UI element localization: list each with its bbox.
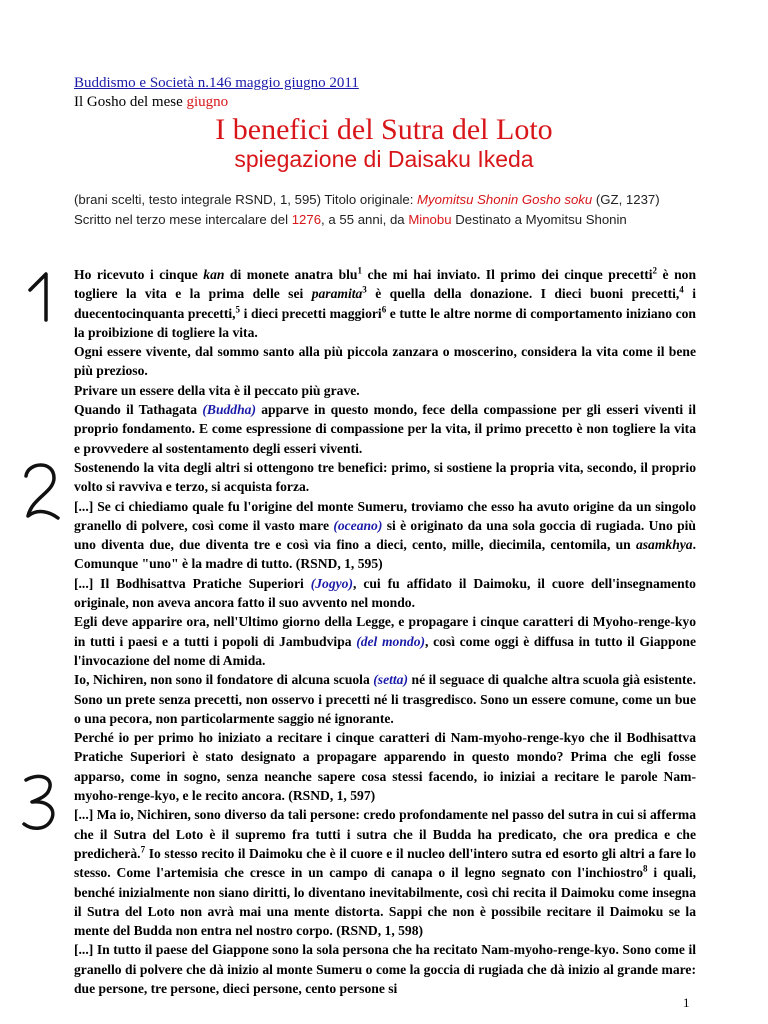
body-paragraph: Ogni essere vivente, dal sommo santo alla più piccola zanzara o moscerino, considera la vita come il bene più prezioso.	[74, 344, 696, 379]
body-paragraph	[74, 612, 696, 670]
text: asamkhya	[635, 537, 693, 553]
footnote-ref: 8	[643, 863, 648, 874]
text: Io, Nichiren, non sono il fondatore di alcuna scuola	[74, 672, 374, 688]
body-paragraph	[74, 574, 696, 613]
footnote-ref: 6	[381, 304, 387, 315]
body-paragraph	[74, 805, 696, 940]
text: i quali, benché inizialmente non siano diritti, lo diventano inevitabilmente, così chi recita il Daimoku come insegna il Sutra del Loto non avrà mai una mente distorta. Sappi che non è possibile recitare il Daimoku se la mente del Budda non entra nel nostro corpo. (RSND, 1, 598)	[74, 865, 696, 939]
body-paragraph	[74, 497, 696, 574]
gloss: (del mondo)	[356, 633, 426, 649]
handwritten-number-3	[18, 770, 64, 836]
handwritten-number-2	[18, 458, 64, 524]
text: , così come oggi è diffusa in tutto il Giappone l'invocazione del nome di Amida.	[74, 633, 697, 668]
intro-year: 1276	[291, 211, 322, 227]
source-link[interactable]: Buddismo e Società n.146 maggio giugno 2011	[74, 75, 359, 91]
page-number: 1	[683, 995, 690, 1010]
text: i duecentocinquanta precetti,	[74, 286, 696, 321]
text: apparve in questo mondo, fece della compassione per gli esseri viventi il proprio fondamento. E come espressione di compassione per la vita, il primo precetto è non togliere la vita e provvedere al sostentamento degli esseri viventi.	[74, 402, 696, 456]
text: . Comunque "uno" è la madre di tutto. (RSND, 1, 595)	[74, 537, 696, 572]
text: paramita	[311, 286, 363, 302]
text: è quella della donazione. I dieci buoni precetti,	[366, 286, 680, 302]
text: di monete anatra blu	[224, 267, 358, 282]
text: Io stesso recito il Daimoku che è il cuore e il nucleo dell'intero sutra ed esorto gli altri a fare lo stesso. Come l'artemisia che cresce in un campo di canapa o il legno segnato con l'inchiostro	[74, 845, 696, 881]
body-paragraph	[74, 670, 696, 728]
gosho-month-prefix: Il Gosho del mese	[74, 94, 187, 110]
footnote-ref: 1	[357, 265, 362, 276]
intro-text-1: (brani scelti, testo integrale RSND, 1, 595) Titolo originale:	[74, 192, 418, 207]
footnote-ref: 5	[235, 304, 241, 315]
text: Ho ricevuto i cinque	[74, 267, 204, 282]
footnote-ref: 2	[652, 265, 658, 276]
intro-text-4: Destinato a Myomitsu Shonin	[451, 211, 627, 227]
original-title: Myomitsu Shonin Gosho soku	[417, 192, 593, 207]
intro-place: Minobu	[408, 211, 452, 227]
gosho-body	[74, 265, 696, 998]
text: [...] Se ci chiediamo quale fu l'origine del monte Sumeru, troviamo che esso ha avuto origine da un singolo granello di polvere, così come il vasto mare	[74, 498, 696, 533]
body-paragraph: [...] In tutto il paese del Giappone sono la sola persona che ha recitato Nam-myoho-renge-kyo. Sono come il granello di polvere che dà inizio al monte Sumeru o come la goccia di rugiada che dà inizio al grande mare: due persone, tre persone, dieci persone, cento persone si	[74, 942, 696, 996]
text: che mi hai inviato. Il primo dei cinque precetti	[361, 267, 653, 282]
body-paragraph	[74, 265, 696, 342]
intro-text-3: , a 55 anni, da	[321, 211, 409, 227]
text: i dieci precetti maggiori	[240, 305, 382, 321]
gosho-month-line	[74, 94, 228, 111]
text: si è originato da una sola goccia di rugiada. Uno più uno diventa due, due diventa tre e così via fino a dieci, cento, mille, diecimila, centomila, un	[74, 517, 696, 553]
intro-text-2: (GZ, 1237) Scritto nel terzo mese intercalare del	[74, 192, 660, 227]
intro-paragraph	[74, 190, 696, 229]
text: Egli deve apparire ora, nell'Ultimo giorno della Legge, e propagare i cinque caratteri di Myoho-renge-kyo in tutti i paesi e a tutti i popoli di Jambudvipa	[74, 614, 696, 649]
gloss: (oceano)	[333, 517, 383, 533]
text: Quando il Tathagata	[74, 402, 203, 418]
text: [...] Ma io, Nichiren, sono diverso da tali persone: credo profondamente nel passo del sutra in cui si afferma che il Sutra del Loto è il supremo fra tutti i sutra che il Budda ha predicato, che ora predica e che predicherà.	[74, 807, 696, 861]
page-subtitle: spiegazione di Daisaku Ikeda	[234, 146, 534, 172]
body-paragraph: Sostenendo la vita degli altri si ottengono tre benefici: primo, si sostiene la propria vita, secondo, il proprio volto si ravviva e terzo, si acquista forza.	[74, 459, 696, 495]
footnote-ref: 7	[140, 844, 146, 855]
page-title: I benefici del Sutra del Loto	[215, 113, 553, 146]
text: né il seguace di qualche altra scuola già esistente. Sono un prete senza precetti, non osservo i precetti né li trasgredisco. Sono un essere comune, come un bue o una pecora, non particolarmente saggio né ignorante.	[74, 672, 696, 726]
gloss: (Jogyo)	[310, 575, 353, 591]
footnote-ref: 3	[362, 284, 367, 295]
gosho-month: giugno	[186, 94, 229, 110]
text: , cui fu affidato il Daimoku, il cuore dell'insegnamento originale, non aveva ancora fatto il suo avvento nel mondo.	[74, 575, 696, 611]
text: kan	[203, 267, 225, 282]
text: e tutte le altre norme di comportamento iniziano con la proibizione di togliere la vita.	[74, 305, 696, 340]
gloss: (setta)	[373, 672, 408, 688]
text: è non togliere la vita e la prima delle sei	[74, 267, 697, 302]
footnote-ref: 4	[679, 284, 684, 295]
handwritten-number-1	[22, 268, 62, 324]
gloss: (Buddha)	[202, 402, 256, 418]
body-paragraph: Perché io per primo ho iniziato a recitare i cinque caratteri di Nam-myoho-renge-kyo che il Bodhisattva Pratiche Superiori è stato designato a propagare apparendo in questo mondo? Prima che egli fosse apparso, come in sogno, senza neanche sapere cosa stessi facendo, io iniziai a recitare le parole Nam-myoho-renge-kyo, e le recito ancora. (RSND, 1, 597)	[74, 730, 696, 804]
body-paragraph	[74, 400, 696, 458]
body-paragraph: Privare un essere della vita è il peccato più grave.	[74, 382, 360, 398]
text: [...] Il Bodhisattva Pratiche Superiori	[74, 575, 311, 591]
